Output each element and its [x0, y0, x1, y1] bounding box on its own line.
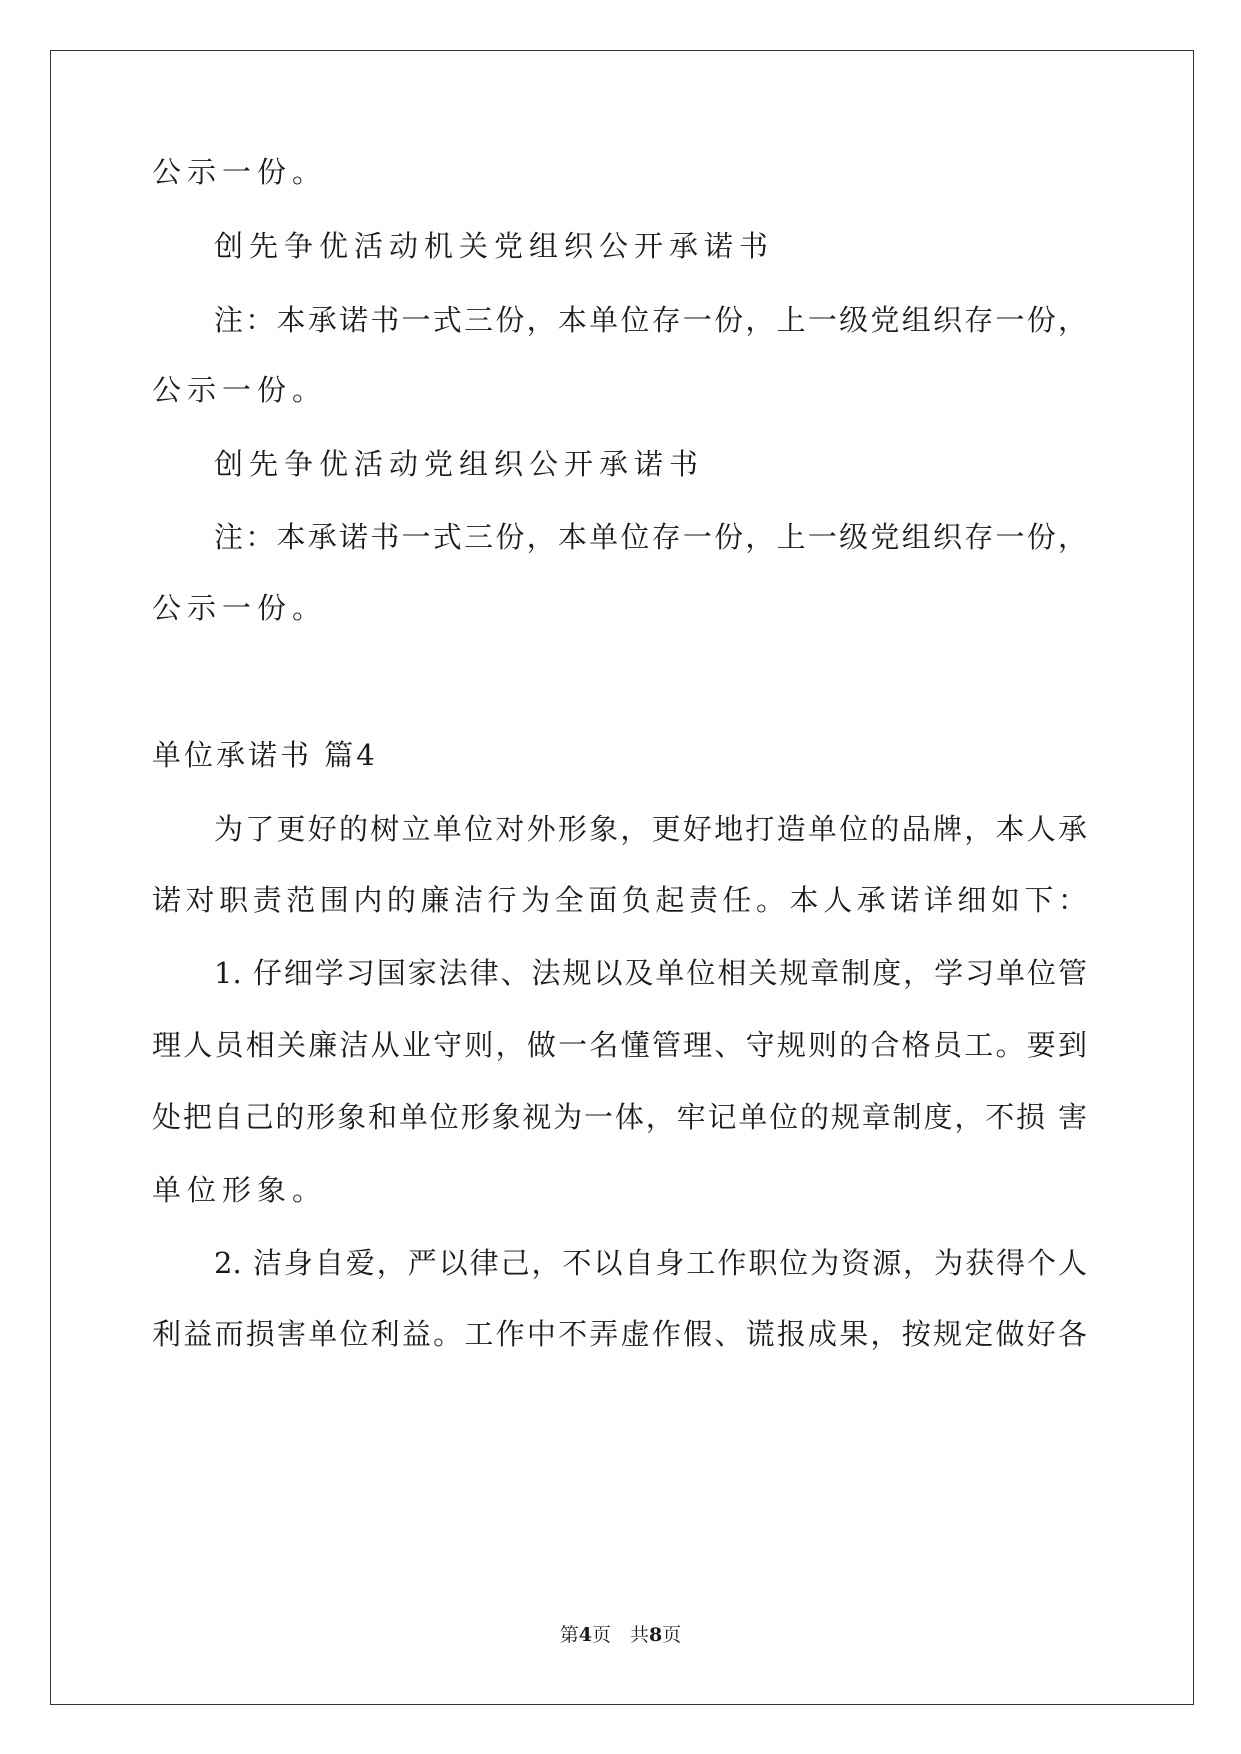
- section-heading: 单位承诺书 篇4: [152, 738, 378, 772]
- page-footer: [0, 1622, 1241, 1648]
- paragraph-line: 诺对职责范围内的廉洁行为全面负起责任。本人承诺详细如下：: [152, 883, 1087, 917]
- paragraph-line: 为了更好的树立单位对外形象，更好地打造单位的品牌，本人承: [214, 812, 1087, 846]
- page-prefix: 第: [559, 1624, 579, 1646]
- page-border: [50, 50, 1194, 1705]
- paragraph-line: 单位形象。: [152, 1173, 328, 1207]
- paragraph-line: 理人员相关廉洁从业守则，做一名懂管理、守规则的合格员工。要到: [152, 1028, 1087, 1062]
- paragraph-line: 公示一份。: [152, 373, 328, 407]
- page-total-number: 8: [649, 1624, 663, 1646]
- page-suffix: 页: [662, 1624, 682, 1646]
- paragraph-line: 注：本承诺书一式三份，本单位存一份，上一级党组织存一份，: [214, 520, 1087, 554]
- page-current-number: 4: [578, 1624, 592, 1646]
- paragraph-line: 创先争优活动党组织公开承诺书: [214, 447, 705, 481]
- paragraph-line: 利益而损害单位利益。工作中不弄虚作假、谎报成果，按规定做好各: [152, 1317, 1087, 1351]
- paragraph-line: 公示一份。: [152, 591, 328, 625]
- paragraph-line: 2. 洁身自爱，严以律己，不以自身工作职位为资源，为获得个人: [214, 1246, 1087, 1280]
- paragraph-line: 公示一份。: [152, 155, 328, 189]
- paragraph-line: 注：本承诺书一式三份，本单位存一份，上一级党组织存一份，: [214, 303, 1087, 337]
- page-mid: 页 共: [591, 1624, 649, 1646]
- paragraph-line: 创先争优活动机关党组织公开承诺书: [214, 229, 775, 263]
- paragraph-line: 处把自己的形象和单位形象视为一体，牢记单位的规章制度，不损 害: [152, 1100, 1087, 1134]
- paragraph-line: 1. 仔细学习国家法律、法规以及单位相关规章制度，学习单位管: [214, 956, 1087, 990]
